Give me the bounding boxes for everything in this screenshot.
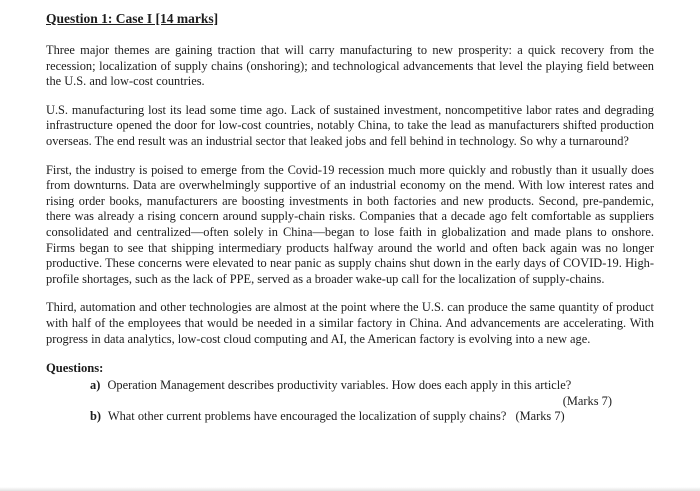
questions-title: Questions: [46,361,104,376]
question-marks: (Marks 7) [515,409,565,424]
paragraph-lost-lead: U.S. manufacturing lost its lead some time ago. Lack of sustained investment, noncompetitive labor rates and degrading infrastructure opened the door for low-cost countries, notably China, to take the lead as manufacturers shifted production overseas. The end result was an industrial sector that leaked jobs and fell behind in technology. So why a turnaround? [46,102,654,148]
question-heading: Question 1: Case I [14 marks] [46,11,219,26]
question-label: b) [90,409,102,424]
question-a [90,378,654,409]
question-label: a) [90,378,101,393]
paragraph-third: Third, automation and other technologies are almost at the point where the U.S. can produce the same quantity of product with half of the employees that would be needed in a similar factory in China. And advancements are accelerating. With progress in data analytics, low-cost cloud computing and AI, the American factory is evolving into a new age. [46,300,654,346]
page-bottom-edge [0,487,700,491]
paragraph-themes: Three major themes are gaining traction that will carry manufacturing to new prosperity: a quick recovery from the recession; localization of supply chains (onshoring); and technological advancements that level the playing field between the U.S. and low-cost countries. [46,43,654,89]
question-text: What other current problems have encouraged the localization of supply chains? [107,409,507,424]
question-marks: (Marks 7) [562,393,612,408]
questions-list [46,378,654,425]
paragraph-first-second: First, the industry is poised to emerge from the Covid-19 recession much more quickly and robustly than it usually does from downturns. Data are overwhelmingly supportive of an industrial economy on the mend. With low interest rates and rising order books, manufacturers are boosting investments in both factories and new products. Second, pre-pandemic, there was already a rising concern around supply-chain risks. Companies that a decade ago felt comfortable as suppliers consolidated and centralized—often solely in China—began to lose faith in globalization and made plans to onshore. Firms began to see that shipping intermediary products halfway around the world and often back again was no longer productive. These concerns were elevated to near panic as supply chains shut down in the early days of COVID-19. High-profile shortages, such as the lack of PPE, served as a broader wake-up call for the localization of supply-chains. [46,162,654,286]
question-text: Operation Management describes productivity variables. How does each apply in this article? [107,378,572,393]
question-b [90,409,654,425]
